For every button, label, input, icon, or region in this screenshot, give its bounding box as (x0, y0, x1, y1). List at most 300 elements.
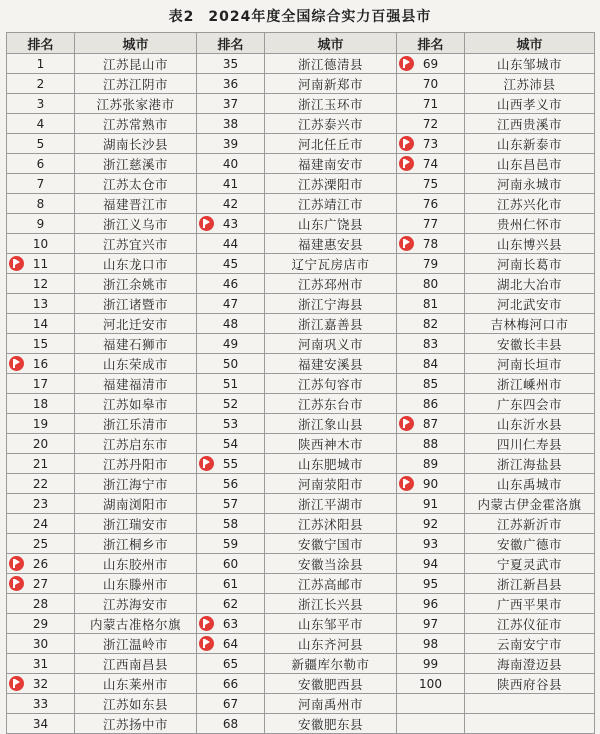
table-row (7, 134, 595, 154)
ranking-table (6, 32, 595, 734)
city-name: 安徽肥西县 (297, 676, 363, 692)
rank-cell (197, 254, 265, 274)
rank-number: 53 (222, 416, 239, 431)
rank-cell (397, 94, 465, 114)
city-name: 江苏江阴市 (102, 76, 168, 92)
city-name: 河南长葛市 (496, 256, 562, 272)
rank-number: 5 (36, 136, 45, 151)
red-flag-icon (9, 256, 24, 271)
rank-cell (7, 534, 75, 554)
rank-cell (7, 574, 75, 594)
city-name: 内蒙古伊金霍洛旗 (477, 496, 582, 512)
city-name: 山东沂水县 (496, 416, 562, 432)
rank-cell (197, 454, 265, 474)
rank-cell (7, 234, 75, 254)
city-cell (75, 194, 197, 214)
rank-cell (197, 594, 265, 614)
rank-header: 排名 (397, 33, 465, 54)
rank-cell (197, 554, 265, 574)
red-flag-icon (9, 356, 24, 371)
city-cell (465, 374, 595, 394)
rank-cell (197, 474, 265, 494)
city-cell (265, 594, 397, 614)
city-name: 湖南长沙县 (102, 136, 168, 152)
city-cell (465, 574, 595, 594)
table-row (7, 214, 595, 234)
city-name: 湖南浏阳市 (102, 496, 168, 512)
rank-number: 19 (32, 416, 49, 431)
rank-cell (397, 114, 465, 134)
city-name: 江苏宜兴市 (102, 236, 168, 252)
city-cell (75, 294, 197, 314)
rank-number: 67 (222, 696, 239, 711)
city-name: 山东肥城市 (297, 456, 363, 472)
rank-number: 65 (222, 656, 239, 671)
city-name: 福建惠安县 (297, 236, 363, 252)
rank-number: 59 (222, 536, 239, 551)
city-cell (265, 354, 397, 374)
table-row (7, 474, 595, 494)
city-cell (75, 474, 197, 494)
table-row (7, 634, 595, 654)
city-name: 山东邹平市 (297, 616, 363, 632)
city-name: 江苏沭阳县 (297, 516, 363, 532)
rank-number: 30 (32, 636, 49, 651)
city-cell (265, 694, 397, 714)
city-cell (265, 554, 397, 574)
city-name: 江苏新沂市 (496, 516, 562, 532)
red-flag-icon (9, 576, 24, 591)
city-name: 陕西神木市 (297, 436, 363, 452)
red-flag-icon (399, 56, 414, 71)
city-name: 浙江德清县 (297, 56, 363, 72)
city-cell (265, 334, 397, 354)
city-name: 江苏仪征市 (496, 616, 562, 632)
rank-number: 7 (36, 176, 45, 191)
table-row (7, 434, 595, 454)
city-name: 江苏海安市 (102, 596, 168, 612)
city-name: 河北迁安市 (102, 316, 168, 332)
rank-cell (397, 434, 465, 454)
table-row (7, 574, 595, 594)
city-cell (75, 134, 197, 154)
city-name: 山东胶州市 (102, 556, 168, 572)
city-name: 福建南安市 (297, 156, 363, 172)
rank-number: 46 (222, 276, 239, 291)
city-name: 内蒙古准格尔旗 (89, 616, 181, 632)
city-name: 河南荥阳市 (297, 476, 363, 492)
rank-cell (197, 294, 265, 314)
rank-number: 12 (32, 276, 49, 291)
city-cell (465, 174, 595, 194)
rank-number: 94 (422, 556, 439, 571)
rank-number: 54 (222, 436, 239, 451)
city-cell (75, 74, 197, 94)
city-name: 安徽宁国市 (297, 536, 363, 552)
city-name: 浙江海盐县 (496, 456, 562, 472)
table-body (7, 54, 595, 734)
city-cell (465, 274, 595, 294)
city-cell (465, 94, 595, 114)
city-name: 江苏昆山市 (102, 56, 168, 72)
city-name: 河南长垣市 (496, 356, 562, 372)
rank-number: 13 (32, 296, 49, 311)
rank-cell (397, 714, 465, 734)
rank-number: 21 (32, 456, 49, 471)
rank-number: 25 (32, 536, 49, 551)
city-cell (75, 154, 197, 174)
city-cell (265, 614, 397, 634)
rank-number: 44 (222, 236, 239, 251)
rank-number: 64 (222, 636, 239, 651)
city-name: 广东四会市 (496, 396, 562, 412)
rank-cell (7, 154, 75, 174)
city-name: 江苏靖江市 (297, 196, 363, 212)
city-cell (265, 294, 397, 314)
city-cell (265, 174, 397, 194)
rank-number: 29 (32, 616, 49, 631)
rank-number: 42 (222, 196, 239, 211)
rank-number: 80 (422, 276, 439, 291)
rank-number: 2 (36, 76, 45, 91)
rank-number: 35 (222, 56, 239, 71)
rank-cell (397, 454, 465, 474)
rank-cell (7, 394, 75, 414)
city-name: 四川仁寿县 (496, 436, 562, 452)
rank-number: 8 (36, 196, 45, 211)
rank-cell (7, 294, 75, 314)
city-cell (465, 474, 595, 494)
city-cell (265, 54, 397, 74)
city-name: 新疆库尔勒市 (291, 656, 370, 672)
rank-number: 3 (36, 96, 45, 111)
rank-cell (197, 534, 265, 554)
rank-cell (7, 594, 75, 614)
rank-cell (197, 214, 265, 234)
rank-cell (7, 614, 75, 634)
city-cell (75, 594, 197, 614)
city-name: 安徽肥东县 (297, 716, 363, 732)
city-name: 江苏丹阳市 (102, 456, 168, 472)
city-cell (75, 574, 197, 594)
rank-cell (7, 74, 75, 94)
rank-number: 34 (32, 716, 49, 731)
rank-cell (397, 594, 465, 614)
rank-number: 50 (222, 356, 239, 371)
rank-cell (7, 374, 75, 394)
table-row (7, 74, 595, 94)
city-name: 江苏如东县 (102, 696, 168, 712)
city-cell (465, 294, 595, 314)
rank-cell (197, 494, 265, 514)
rank-number: 27 (32, 576, 49, 591)
city-name: 江苏太仓市 (102, 176, 168, 192)
rank-cell (197, 394, 265, 414)
city-cell (465, 634, 595, 654)
city-name: 山东博兴县 (496, 236, 562, 252)
city-name: 江苏邳州市 (297, 276, 363, 292)
rank-number: 98 (422, 636, 439, 651)
rank-number: 6 (36, 156, 45, 171)
rank-cell (397, 334, 465, 354)
city-name: 江苏常熟市 (102, 116, 168, 132)
rank-cell (7, 414, 75, 434)
rank-number: 14 (32, 316, 49, 331)
table-row (7, 54, 595, 74)
rank-cell (7, 214, 75, 234)
rank-header: 排名 (7, 33, 75, 54)
rank-number: 17 (32, 376, 49, 391)
city-cell (465, 714, 595, 734)
rank-number: 69 (422, 56, 439, 71)
city-cell (265, 74, 397, 94)
city-cell (465, 54, 595, 74)
rank-number: 92 (422, 516, 439, 531)
city-cell (465, 694, 595, 714)
rank-cell (397, 414, 465, 434)
city-cell (75, 434, 197, 454)
city-cell (75, 214, 197, 234)
city-name: 浙江乐清市 (102, 416, 168, 432)
rank-number: 49 (222, 336, 239, 351)
city-cell (75, 614, 197, 634)
city-name: 浙江玉环市 (297, 96, 363, 112)
city-cell (265, 494, 397, 514)
city-name: 江苏兴化市 (496, 196, 562, 212)
rank-cell (397, 574, 465, 594)
rank-number: 86 (422, 396, 439, 411)
table-row (7, 454, 595, 474)
city-cell (75, 114, 197, 134)
rank-number: 58 (222, 516, 239, 531)
rank-number: 16 (32, 356, 49, 371)
city-cell (265, 434, 397, 454)
table-row (7, 334, 595, 354)
rank-cell (397, 654, 465, 674)
red-flag-icon (199, 636, 214, 651)
rank-number: 76 (422, 196, 439, 211)
rank-number: 62 (222, 596, 239, 611)
rank-number: 82 (422, 316, 439, 331)
rank-cell (7, 694, 75, 714)
rank-number: 51 (222, 376, 239, 391)
city-cell (265, 114, 397, 134)
rank-cell (7, 514, 75, 534)
city-name: 辽宁瓦房店市 (291, 256, 370, 272)
city-cell (75, 254, 197, 274)
city-name: 江苏东台市 (297, 396, 363, 412)
red-flag-icon (9, 556, 24, 571)
rank-number: 89 (422, 456, 439, 471)
rank-cell (397, 254, 465, 274)
city-name: 河北任丘市 (297, 136, 363, 152)
city-name: 浙江桐乡市 (102, 536, 168, 552)
rank-number: 96 (422, 596, 439, 611)
rank-cell (7, 134, 75, 154)
city-name: 浙江慈溪市 (102, 156, 168, 172)
table-row (7, 594, 595, 614)
rank-cell (7, 314, 75, 334)
red-flag-icon (199, 216, 214, 231)
rank-number: 91 (422, 496, 439, 511)
table-row (7, 614, 595, 634)
city-name: 江苏高邮市 (297, 576, 363, 592)
city-cell (75, 534, 197, 554)
rank-cell (197, 414, 265, 434)
rank-number: 95 (422, 576, 439, 591)
city-cell (465, 554, 595, 574)
city-name: 河南永城市 (496, 176, 562, 192)
rank-number: 31 (32, 656, 49, 671)
rank-number: 88 (422, 436, 439, 451)
rank-number: 10 (32, 236, 49, 251)
rank-number: 47 (222, 296, 239, 311)
table-row (7, 314, 595, 334)
rank-number: 20 (32, 436, 49, 451)
city-cell (265, 574, 397, 594)
city-cell (465, 414, 595, 434)
city-cell (75, 54, 197, 74)
rank-cell (197, 234, 265, 254)
city-cell (75, 94, 197, 114)
city-name: 浙江温岭市 (102, 636, 168, 652)
city-name: 山东滕州市 (102, 576, 168, 592)
city-cell (465, 654, 595, 674)
rank-number: 28 (32, 596, 49, 611)
rank-number: 43 (222, 216, 239, 231)
rank-number: 11 (32, 256, 49, 271)
city-name: 山东齐河县 (297, 636, 363, 652)
city-name: 江苏如皋市 (102, 396, 168, 412)
rank-number: 22 (32, 476, 49, 491)
city-cell (75, 634, 197, 654)
table-row (7, 394, 595, 414)
rank-cell (397, 154, 465, 174)
rank-number: 74 (422, 156, 439, 171)
rank-cell (397, 214, 465, 234)
city-name: 山东龙口市 (102, 256, 168, 272)
rank-number: 66 (222, 676, 239, 691)
header-row (7, 33, 595, 54)
city-name: 山东广饶县 (297, 216, 363, 232)
rank-number: 24 (32, 516, 49, 531)
table-row (7, 714, 595, 734)
table-title (0, 6, 600, 28)
city-name: 陕西府谷县 (496, 676, 562, 692)
rank-number: 56 (222, 476, 239, 491)
red-flag-icon (399, 156, 414, 171)
city-name: 江苏溧阳市 (297, 176, 363, 192)
city-cell (265, 154, 397, 174)
city-name: 宁夏灵武市 (496, 556, 562, 572)
red-flag-icon (199, 456, 214, 471)
city-name: 湖北大冶市 (496, 276, 562, 292)
city-cell (265, 394, 397, 414)
city-name: 浙江海宁市 (102, 476, 168, 492)
rank-number: 33 (32, 696, 49, 711)
city-cell (465, 194, 595, 214)
rank-number: 40 (222, 156, 239, 171)
rank-number: 63 (222, 616, 239, 631)
city-name: 河南新郑市 (297, 76, 363, 92)
rank-cell (397, 394, 465, 414)
city-name: 浙江嵊州市 (496, 376, 562, 392)
city-name: 云南安宁市 (496, 636, 562, 652)
rank-number: 61 (222, 576, 239, 591)
rank-number: 18 (32, 396, 49, 411)
rank-cell (197, 194, 265, 214)
rank-number: 1 (36, 56, 45, 71)
city-cell (75, 314, 197, 334)
rank-cell (397, 294, 465, 314)
city-cell (75, 554, 197, 574)
city-cell (75, 274, 197, 294)
table-row (7, 694, 595, 714)
table-row (7, 114, 595, 134)
rank-cell (397, 134, 465, 154)
city-header: 城市 (75, 33, 197, 54)
rank-number: 26 (32, 556, 49, 571)
rank-cell (7, 174, 75, 194)
city-cell (265, 374, 397, 394)
table-row (7, 294, 595, 314)
city-name: 山西孝义市 (496, 96, 562, 112)
rank-number: 84 (422, 356, 439, 371)
city-cell (265, 274, 397, 294)
rank-cell (397, 314, 465, 334)
rank-cell (397, 174, 465, 194)
city-name: 江西南昌县 (102, 656, 168, 672)
rank-cell (7, 334, 75, 354)
city-name: 山东莱州市 (102, 676, 168, 692)
rank-cell (7, 654, 75, 674)
city-cell (465, 214, 595, 234)
rank-number: 90 (422, 476, 439, 491)
city-cell (75, 454, 197, 474)
rank-cell (197, 54, 265, 74)
city-cell (265, 474, 397, 494)
rank-number: 68 (222, 716, 239, 731)
rank-cell (197, 94, 265, 114)
city-name: 山东新泰市 (496, 136, 562, 152)
rank-number: 4 (36, 116, 45, 131)
rank-cell (7, 354, 75, 374)
city-name: 山东荣成市 (102, 356, 168, 372)
rank-cell (197, 434, 265, 454)
rank-cell (197, 694, 265, 714)
rank-header: 排名 (197, 33, 265, 54)
rank-number: 55 (222, 456, 239, 471)
city-name: 福建晋江市 (102, 196, 168, 212)
rank-cell (7, 474, 75, 494)
city-cell (465, 534, 595, 554)
city-cell (465, 494, 595, 514)
table-row (7, 234, 595, 254)
city-name: 浙江象山县 (297, 416, 363, 432)
city-header: 城市 (465, 33, 595, 54)
city-cell (265, 234, 397, 254)
rank-cell (397, 54, 465, 74)
city-name: 山东昌邑市 (496, 156, 562, 172)
rank-cell (197, 374, 265, 394)
city-name: 广西平果市 (496, 596, 562, 612)
rank-cell (7, 274, 75, 294)
rank-cell (397, 614, 465, 634)
rank-number: 93 (422, 536, 439, 551)
table-number: 表2 (168, 9, 195, 25)
rank-cell (197, 634, 265, 654)
city-cell (265, 634, 397, 654)
